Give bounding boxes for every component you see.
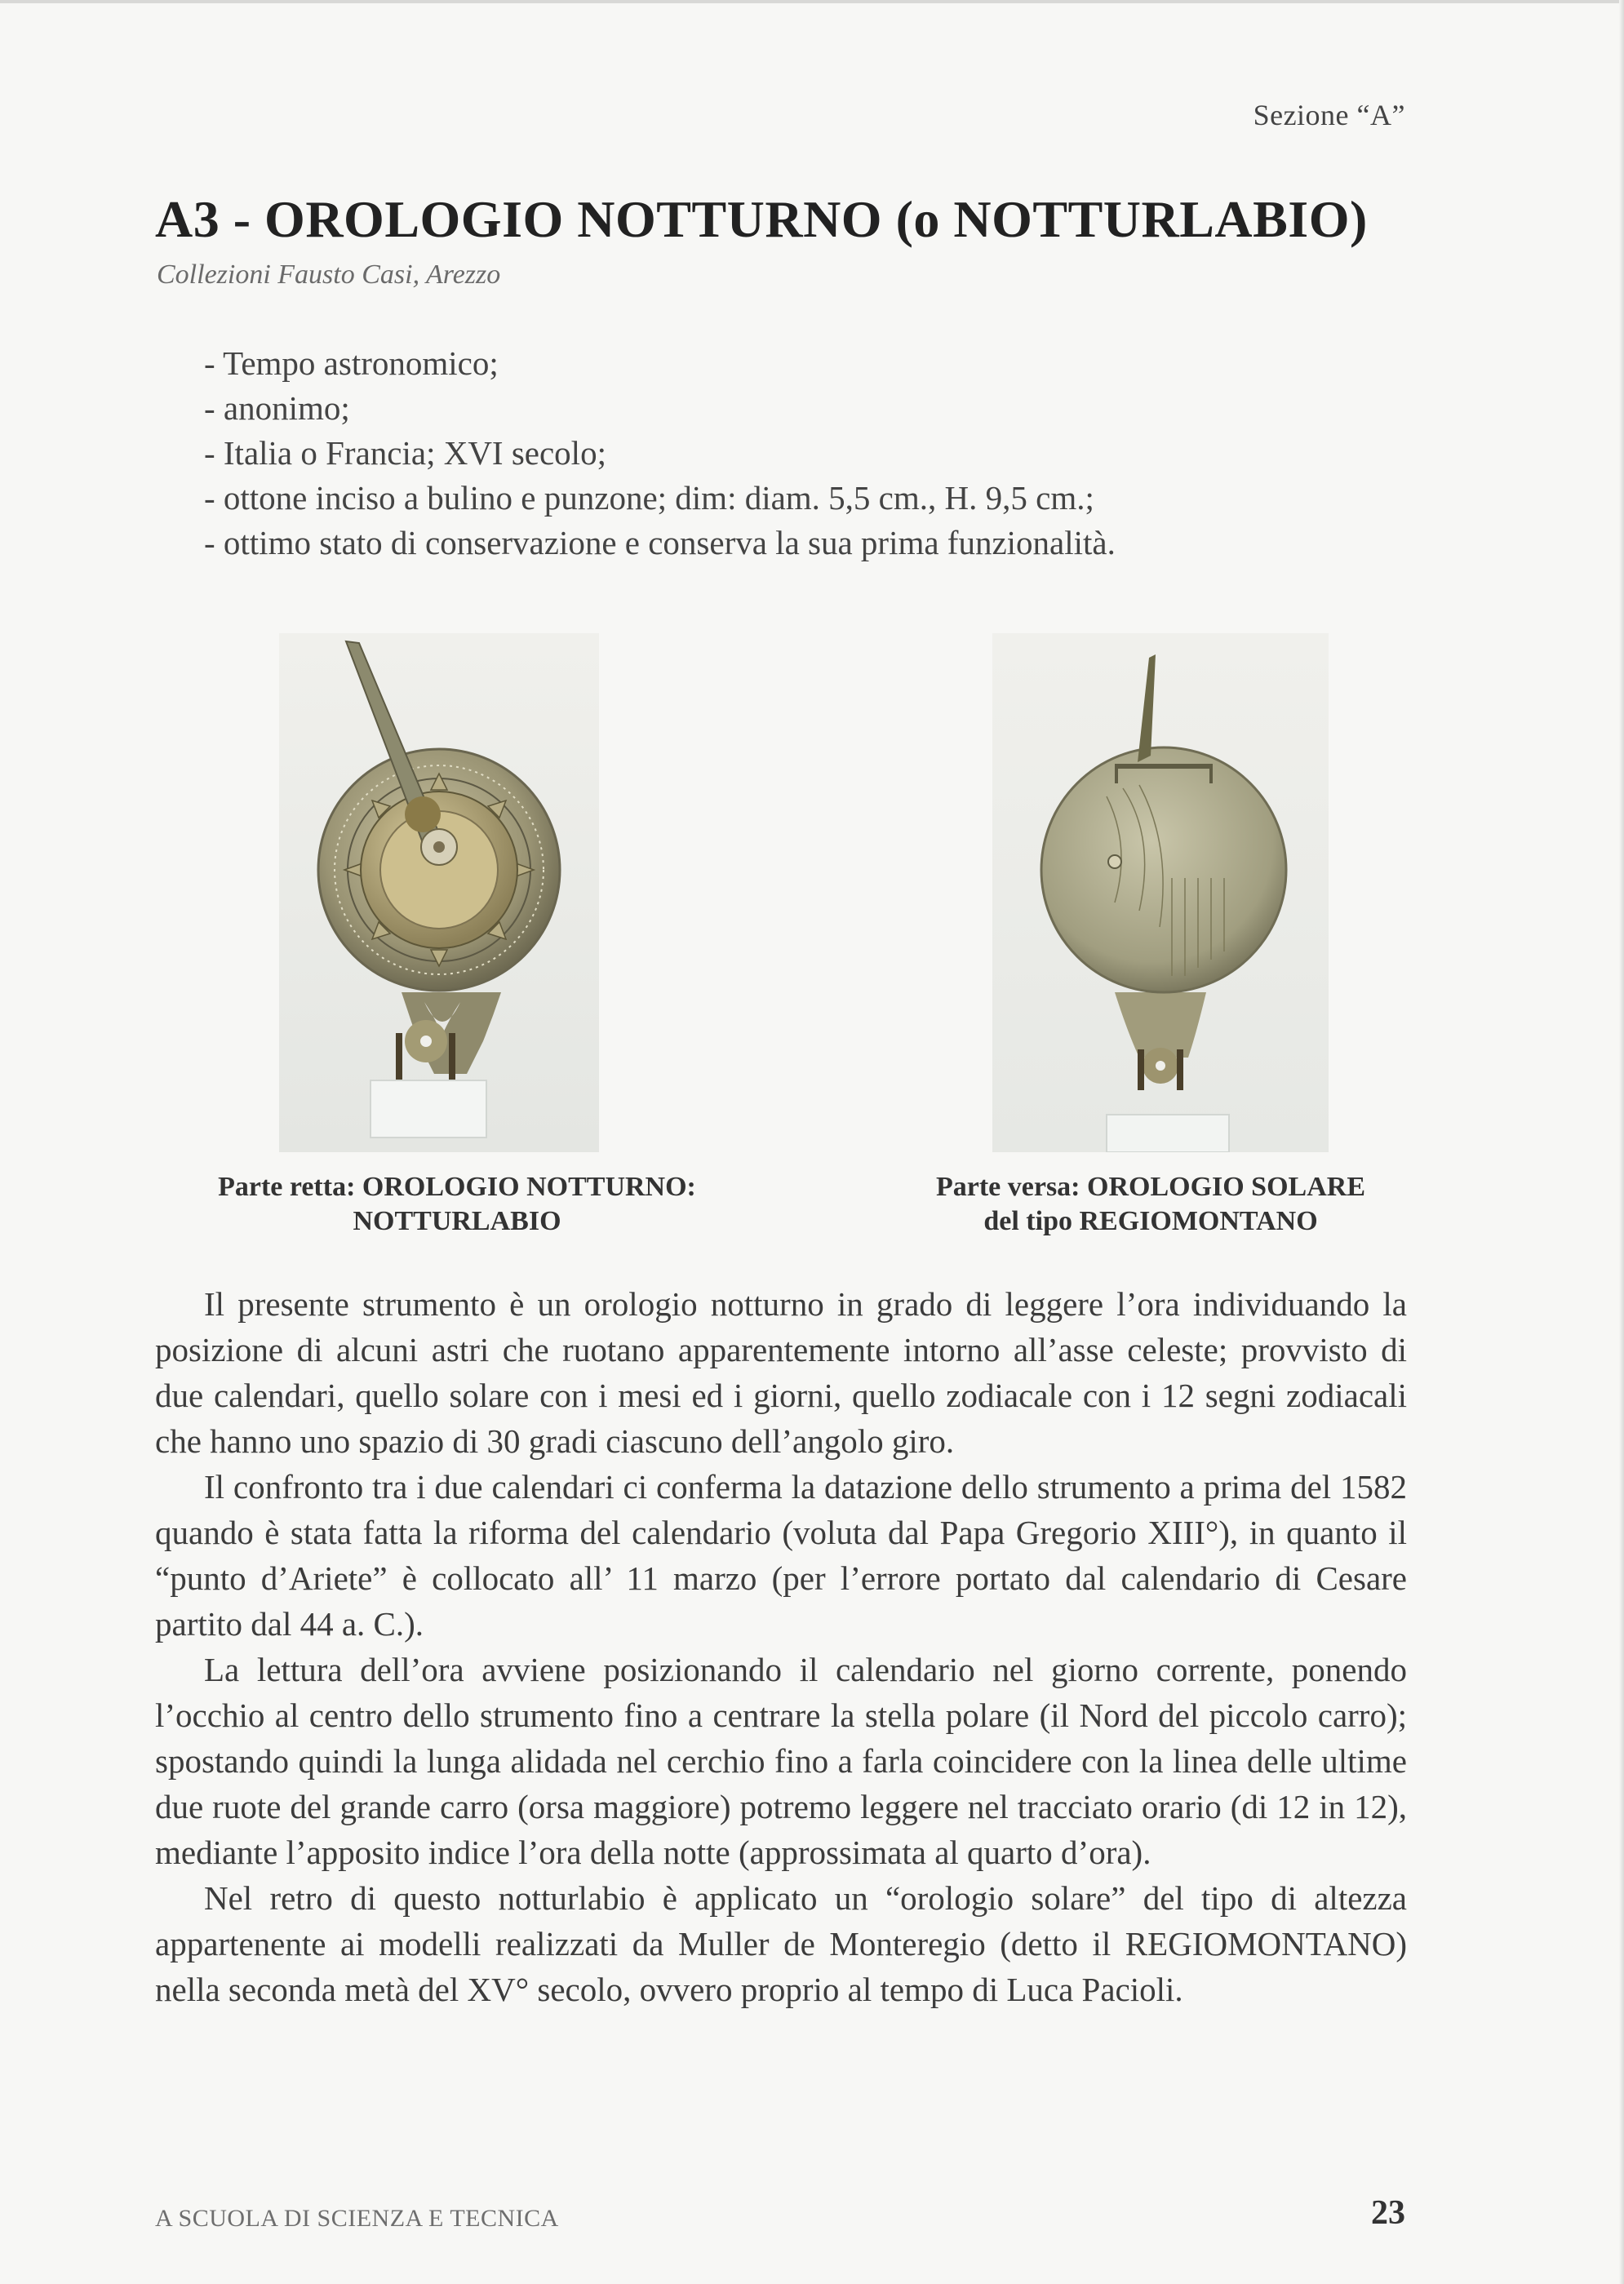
page-number: 23 xyxy=(1371,2194,1405,2232)
spec-item: - Tempo astronomico; xyxy=(204,344,499,382)
body-paragraph: La lettura dell’ora avviene posizionando il calendario nel giorno corrente, ponendo l’occhio al centro dello strumento fino a centrare la stella polare (il Nord del piccolo carro); spostando quindi la lunga alidada nel cerchio fino a farla coincidere con la linea delle ultime due ruote del grande carro (orsa maggiore) potremo leggere nel tracciato orario (di 12 in 12), mediante l’apposito indice l’ora della notte (approssimata al quarto d’ora). xyxy=(155,1651,1407,1871)
caption-line: Parte versa: OROLOGIO SOLARE xyxy=(935,1172,1366,1202)
spec-list xyxy=(204,341,1116,565)
figure-caption-right xyxy=(832,1170,1469,1239)
nocturlabe-front-photo xyxy=(279,633,599,1152)
page-right-edge xyxy=(1619,0,1624,2284)
section-label: Sezione “A” xyxy=(1253,99,1405,131)
caption-line: NOTTURLABIO xyxy=(353,1206,561,1236)
sundial-back-photo xyxy=(992,633,1329,1152)
body-paragraph: Il presente strumento è un orologio notturno in grado di leggere l’ora individuando la posizione di alcuni astri che ruotano apparentemente intorno all’asse celeste; provvisto di due calendari, quello solare con i mesi ed i giorni, quello zodiacale con i 12 segni zodiacali che hanno uno spazio di 30 gradi ciascuno dell’angolo giro. xyxy=(155,1285,1407,1460)
page-top-edge xyxy=(0,0,1624,3)
caption-line: Parte retta: OROLOGIO NOTTURNO: xyxy=(218,1172,696,1202)
spec-item: - anonimo; xyxy=(204,389,350,427)
caption-line: del tipo REGIOMONTANO xyxy=(983,1206,1318,1236)
spec-item: - Italia o Francia; XVI secolo; xyxy=(204,434,606,472)
footer-title: A SCUOLA DI SCIENZA E TECNICA xyxy=(155,2205,559,2232)
spec-item: - ottone inciso a bulino e punzone; dim: diam. 5,5 cm., H. 9,5 cm.; xyxy=(204,479,1094,517)
figure-caption-left xyxy=(163,1170,751,1239)
body-text xyxy=(155,1281,1407,2012)
page-title: A3 - OROLOGIO NOTTURNO (o NOTTURLABIO) xyxy=(155,190,1368,248)
body-paragraph: Il confronto tra i due calendari ci conferma la datazione dello strumento a prima del 1582 quando è stata fatta la riforma del calendario (voluta dal Papa Gregorio XIII°), in quanto il “punto d’Ariete” è collocato all’ 11 marzo (per l’errore portato dal calendario di Cesare partito dal 44 a. C.). xyxy=(155,1468,1407,1643)
collection-subtitle: Collezioni Fausto Casi, Arezzo xyxy=(157,259,501,290)
spec-item: - ottimo stato di conservazione e conserva la sua prima funzionalità. xyxy=(204,524,1116,561)
body-paragraph: Nel retro di questo notturlabio è applicato un “orologio solare” del tipo di altezza appartenente ai modelli realizzati da Muller de Monteregio (detto il REGIOMONTANO) nella seconda metà del XV° secolo, ovvero proprio al tempo di Luca Pacioli. xyxy=(155,1879,1407,2008)
